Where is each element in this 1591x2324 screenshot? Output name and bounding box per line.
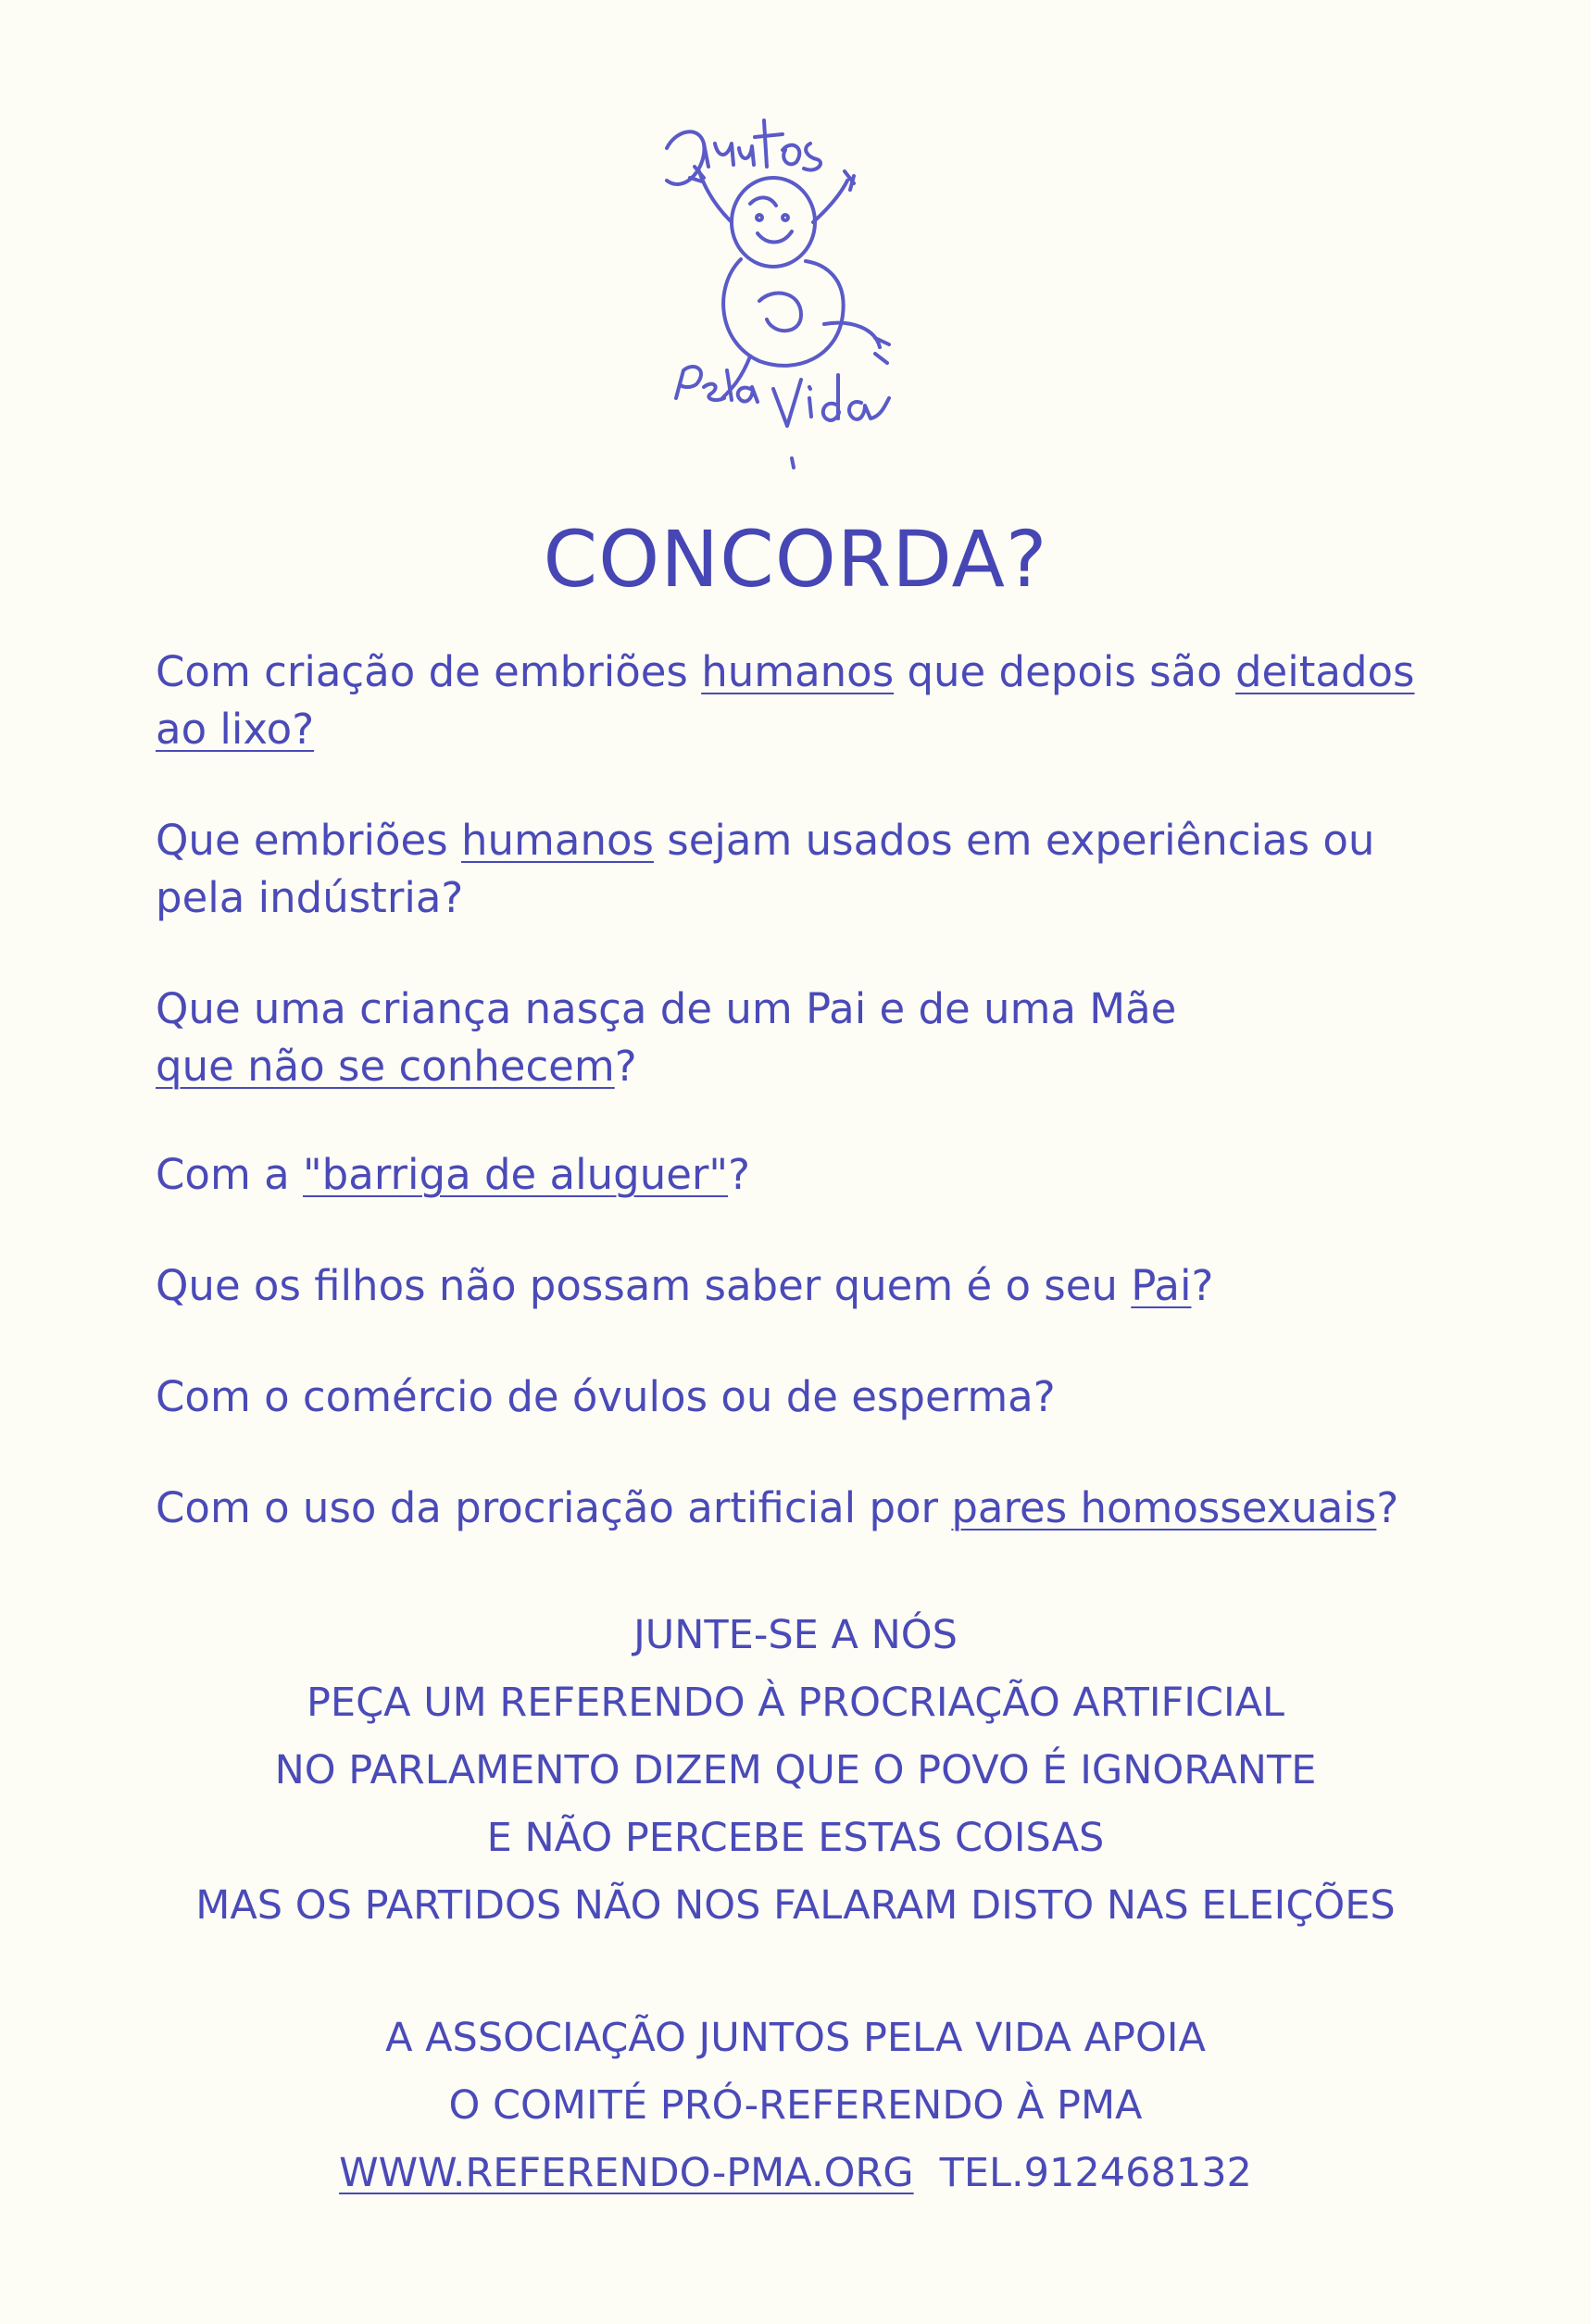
question-item [156,1368,1471,1426]
question-text: Com a [156,1150,303,1199]
appeal-line: E NÃO PERCEBE ESTAS COISAS [486,1815,1105,1861]
question-item [156,1480,1471,1537]
appeal-line: PEÇA UM REFERENDO À PROCRIAÇÃO ARTIFICIAL [306,1680,1285,1726]
question-text: ? [728,1150,750,1199]
contact-line [0,2140,1591,2207]
question-text: sejam usados em experiências ou pela indústria? [156,816,1375,922]
question-underlined: "barriga de aluguer" [302,1150,729,1199]
juntos-pela-vida-logo [611,93,972,491]
question-item [156,1146,1471,1204]
question-underlined: pares homossexuais [951,1483,1377,1532]
footer-line: O COMITÉ PRÓ-REFERENDO À PMA [448,2082,1143,2129]
question-item [156,981,1471,1095]
question-text: que depois são [894,647,1235,696]
question-text: Com criação de embriões [156,647,702,696]
question-text: Que embriões [156,816,461,865]
question-text: Que uma criança nasça de um Pai e de uma Mãe [156,984,1177,1033]
question-item [156,812,1471,927]
appeal-block [0,1602,1591,1940]
footer-line: A ASSOCIAÇÃO JUNTOS PELA VIDA APOIA [385,2015,1206,2061]
footer-block [0,2005,1591,2207]
phone-number: TEL.912468132 [939,2150,1252,2196]
question-list [156,643,1471,1591]
question-underlined: deitados ao lixo? [156,647,1415,754]
appeal-line: JUNTE-SE A NÓS [633,1612,958,1658]
appeal-line: NO PARLAMENTO DIZEM QUE O POVO É IGNORANTE [274,1747,1317,1793]
question-text: ? [614,1042,637,1091]
question-text: ? [1191,1261,1214,1310]
question-underlined: humanos [461,816,654,865]
question-text: ? [1376,1483,1399,1532]
appeal-line: MAS OS PARTIDOS NÃO NOS FALARAM DISTO NAS ELEIÇÕES [195,1882,1396,1929]
dancing-baby-icon [611,93,972,491]
question-item [156,1257,1471,1315]
question-underlined: Pai [1131,1261,1192,1310]
question-text: Que os filhos não possam saber quem é o seu [156,1261,1132,1310]
question-item [156,643,1471,758]
question-text: Com o uso da procriação artificial por [156,1483,952,1532]
website-link[interactable]: WWW.REFERENDO-PMA.ORG [339,2150,914,2196]
question-underlined: que não se conhecem [156,1042,615,1091]
page-title: CONCORDA? [543,514,1048,605]
question-text: Com o comércio de óvulos ou de esperma? [156,1372,1056,1421]
question-underlined: humanos [701,647,895,696]
